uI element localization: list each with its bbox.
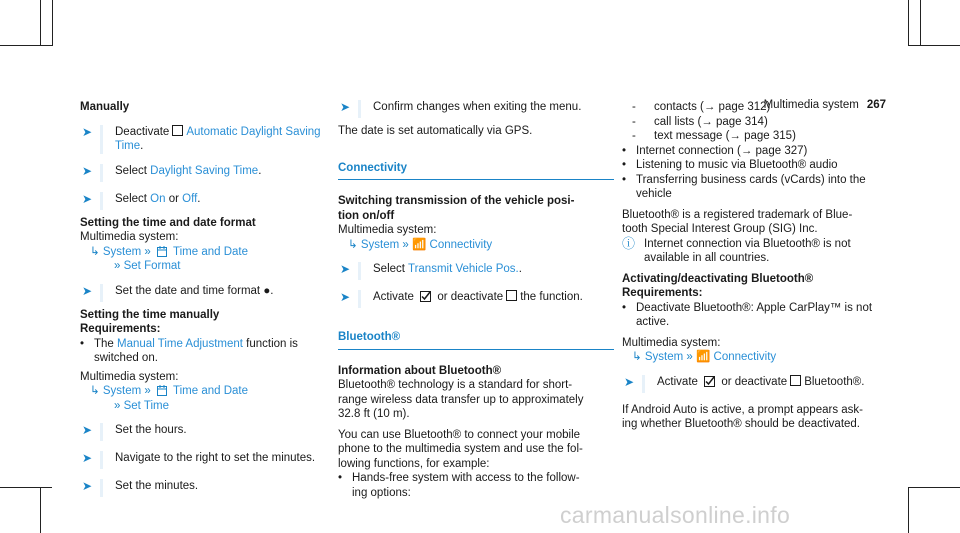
checkbox-checked-icon xyxy=(704,376,715,387)
list-item xyxy=(622,173,897,202)
bt-paragraph-line: phone to the multimedia system and use the fol- xyxy=(338,443,583,455)
text: ing options: xyxy=(352,486,411,499)
text: switched on. xyxy=(94,352,158,364)
bullet-icon: • xyxy=(80,337,85,350)
crop-mark xyxy=(52,0,53,46)
list-item xyxy=(622,158,897,173)
step-set-minutes xyxy=(80,479,335,497)
android-line: ing whether Bluetooth® should be deactivated. xyxy=(622,418,860,430)
step-arrow-icon: ➤ xyxy=(81,423,93,437)
path-arrow-icon: ↳ xyxy=(90,245,100,258)
watermark: carmanualsonline.info xyxy=(560,502,791,528)
column-middle xyxy=(338,100,614,500)
chevron-icon: » xyxy=(144,245,151,258)
bt-paragraph-line: Bluetooth® technology is a standard for short- xyxy=(338,379,573,391)
wifi-icon: 📶 xyxy=(412,238,427,251)
multimedia-label: Multimedia system: xyxy=(80,370,179,383)
step-arrow-icon: ➤ xyxy=(81,191,93,206)
info-icon: ⓘ xyxy=(622,235,636,251)
bullet-icon: • xyxy=(622,144,627,157)
text: Activate xyxy=(373,291,414,303)
checkbox-empty-icon xyxy=(506,290,517,301)
list-item: - contacts (→ page 312) xyxy=(632,101,771,113)
link-text-message[interactable]: text message (→ page 315) xyxy=(654,130,796,142)
step-arrow-icon: ➤ xyxy=(339,262,351,276)
step-activate-bluetooth xyxy=(622,375,897,393)
list-item: - text message (→ page 315) xyxy=(632,130,796,142)
text: the function. xyxy=(520,291,583,303)
menu-path xyxy=(622,350,897,365)
step-select-dst: ➤ Select Daylight Saving Time. xyxy=(80,164,335,182)
column-left xyxy=(80,100,335,503)
list-item: - call lists (→ page 314) xyxy=(632,115,768,128)
menu-system[interactable]: System xyxy=(360,238,400,251)
step-arrow-icon: ➤ xyxy=(81,163,93,178)
multimedia-label: Multimedia system: xyxy=(338,224,437,236)
menu-system[interactable]: System xyxy=(644,351,684,363)
multimedia-label: Multimedia system: xyxy=(80,231,179,243)
crop-mark xyxy=(0,487,52,488)
crop-mark xyxy=(0,45,52,46)
bullet-icon: • xyxy=(622,159,627,171)
multimedia-label: Multimedia system: xyxy=(622,336,721,349)
section-bluetooth: Bluetooth® xyxy=(338,330,614,350)
crop-mark xyxy=(40,487,41,533)
chevron-icon: » xyxy=(114,260,121,272)
heading-info-bluetooth: Information about Bluetooth® xyxy=(338,364,502,377)
bullet-icon: • xyxy=(622,173,627,186)
page-number: 267 xyxy=(866,99,886,111)
step-arrow-icon: ➤ xyxy=(339,100,351,114)
link-internet-connection[interactable]: Internet connection (→ page 327) xyxy=(636,144,808,157)
link-contacts[interactable]: contacts (→ page 312) xyxy=(654,101,771,113)
chevron-icon: » xyxy=(402,238,409,251)
column-right xyxy=(622,100,897,432)
text: Deactivate xyxy=(115,125,170,138)
option-on[interactable]: On xyxy=(150,192,166,205)
bt-paragraph-line: 32.8 ft (10 m). xyxy=(338,408,410,420)
text: Confirm changes when exiting the menu. xyxy=(373,101,582,113)
text: Listening to music via Bluetooth® audio xyxy=(636,159,838,171)
menu-dst[interactable]: Daylight Saving Time xyxy=(150,164,259,177)
calendar-icon xyxy=(157,246,167,257)
step-deactivate-auto: ➤ Deactivate Automatic Daylight Saving Time. xyxy=(80,125,335,154)
text: Deactivate Bluetooth®: Apple CarPlay™ is not xyxy=(636,301,873,314)
text: or deactivate xyxy=(721,375,788,388)
bullet-icon: • xyxy=(622,301,627,314)
path-arrow-icon: ↳ xyxy=(348,238,358,251)
text: Hands-free system with access to the follow- xyxy=(352,472,580,484)
text: function is xyxy=(246,337,298,350)
step-set-hours xyxy=(80,423,335,441)
menu-time-and-date[interactable]: Time and Date xyxy=(173,385,248,397)
menu-automatic-dst-cont[interactable]: Time xyxy=(115,140,141,152)
section-title: Multimedia system xyxy=(763,99,859,111)
step-confirm xyxy=(338,100,614,118)
checkbox-checked-icon xyxy=(420,291,431,302)
step-arrow-icon: ➤ xyxy=(81,479,93,493)
menu-manual-time-adjustment[interactable]: Manual Time Adjustment xyxy=(117,337,243,350)
bt-paragraph-line: lowing functions, for example: xyxy=(338,457,490,470)
path-arrow-icon: ↳ xyxy=(632,351,642,363)
text: Internet connection via Bluetooth® is not xyxy=(644,237,851,250)
step-select-on-off: ➤ Select On or Off. xyxy=(80,192,335,210)
text: The xyxy=(94,337,114,350)
heading-manually: Manually xyxy=(80,101,130,113)
menu-time-and-date[interactable]: Time and Date xyxy=(173,245,248,258)
text: or deactivate xyxy=(437,291,504,303)
text: Select xyxy=(115,192,147,205)
link-call-lists[interactable]: call lists (→ page 314) xyxy=(654,115,768,128)
text: Navigate to the right to set the minutes. xyxy=(115,452,316,464)
list-item xyxy=(622,144,897,159)
checkbox-empty-icon xyxy=(790,375,801,386)
calendar-icon xyxy=(157,385,167,396)
menu-transmit-vehicle-pos[interactable]: Transmit Vehicle Pos. xyxy=(407,263,519,275)
step-select-transmit: ➤ Select Transmit Vehicle Pos.. xyxy=(338,262,614,280)
menu-system[interactable]: System xyxy=(102,385,142,397)
crop-mark xyxy=(908,487,960,488)
step-activate-function xyxy=(338,290,614,308)
menu-connectivity[interactable]: Connectivity xyxy=(429,238,493,251)
text: Set the minutes. xyxy=(115,480,199,492)
text: Transferring business cards (vCards) into the xyxy=(636,173,866,186)
bt-paragraph-line: You can use Bluetooth® to connect your mobile xyxy=(338,428,581,441)
text: Set the date and time format xyxy=(115,284,261,297)
heading-switch-transmission: Switching transmission of the vehicle posi- xyxy=(338,195,575,207)
heading-format: Setting the time and date format xyxy=(80,216,256,229)
option-off[interactable]: Off xyxy=(182,192,198,205)
note xyxy=(622,237,897,266)
heading-manual-time: Setting the time manually xyxy=(80,308,220,321)
text: available in all countries. xyxy=(644,252,770,264)
checkbox-empty-icon xyxy=(172,125,183,136)
menu-path xyxy=(80,245,335,260)
android-line: If Android Auto is active, a prompt appears ask- xyxy=(622,403,863,416)
menu-path xyxy=(338,238,614,253)
step-arrow-icon: ➤ xyxy=(81,124,93,139)
crop-mark xyxy=(908,0,909,46)
menu-path xyxy=(80,384,335,399)
step-set-format: ➤ Set the date and time format ●. xyxy=(80,284,335,302)
step-arrow-icon: ➤ xyxy=(81,451,93,465)
menu-path-2 xyxy=(80,399,335,414)
crop-mark xyxy=(908,487,909,533)
heading-switch-transmission-cont: tion on/off xyxy=(338,209,395,222)
text: Activate xyxy=(657,375,698,388)
bt-paragraph-line: range wireless data transfer up to approximately xyxy=(338,393,584,406)
chevron-icon: » xyxy=(114,399,121,412)
requirements-label: Requirements: xyxy=(80,323,161,335)
gps-text: The date is set automatically via GPS. xyxy=(338,125,533,137)
text: Bluetooth®. xyxy=(804,375,865,388)
controller-icon: ● xyxy=(263,284,271,297)
menu-path-2 xyxy=(80,259,335,274)
step-navigate xyxy=(80,451,335,469)
chevron-icon: » xyxy=(144,385,151,397)
crop-mark xyxy=(908,45,960,46)
menu-set-format[interactable]: Set Format xyxy=(123,260,181,272)
crop-mark xyxy=(40,0,41,46)
text: Set the hours. xyxy=(115,424,187,436)
menu-set-time[interactable]: Set Time xyxy=(123,399,169,412)
section-connectivity: Connectivity xyxy=(338,161,614,181)
path-arrow-icon: ↳ xyxy=(90,385,100,397)
wifi-icon: 📶 xyxy=(696,351,711,363)
text: vehicle xyxy=(636,188,672,200)
crop-mark xyxy=(920,0,921,46)
step-arrow-icon: ➤ xyxy=(339,290,351,304)
list-item xyxy=(338,471,614,500)
list-item xyxy=(622,301,897,330)
bullet-icon: • xyxy=(338,472,343,484)
trademark-line: Bluetooth® is a registered trademark of Blue- xyxy=(622,208,853,221)
heading-activate-bluetooth: Activating/deactivating Bluetooth® xyxy=(622,272,814,285)
list-item xyxy=(80,337,335,366)
step-arrow-icon: ➤ xyxy=(623,374,635,389)
chevron-icon: » xyxy=(686,351,693,363)
trademark-line: tooth Special Interest Group (SIG) Inc. xyxy=(622,223,818,235)
text: or xyxy=(168,192,179,205)
menu-system[interactable]: System xyxy=(102,245,142,258)
menu-automatic-dst[interactable]: Automatic Daylight Saving xyxy=(186,125,321,138)
text: active. xyxy=(636,316,670,328)
menu-connectivity[interactable]: Connectivity xyxy=(713,351,777,363)
text: Select xyxy=(115,164,147,177)
requirements-label: Requirements: xyxy=(622,287,703,299)
text: Select xyxy=(373,263,405,275)
step-arrow-icon: ➤ xyxy=(81,283,93,298)
